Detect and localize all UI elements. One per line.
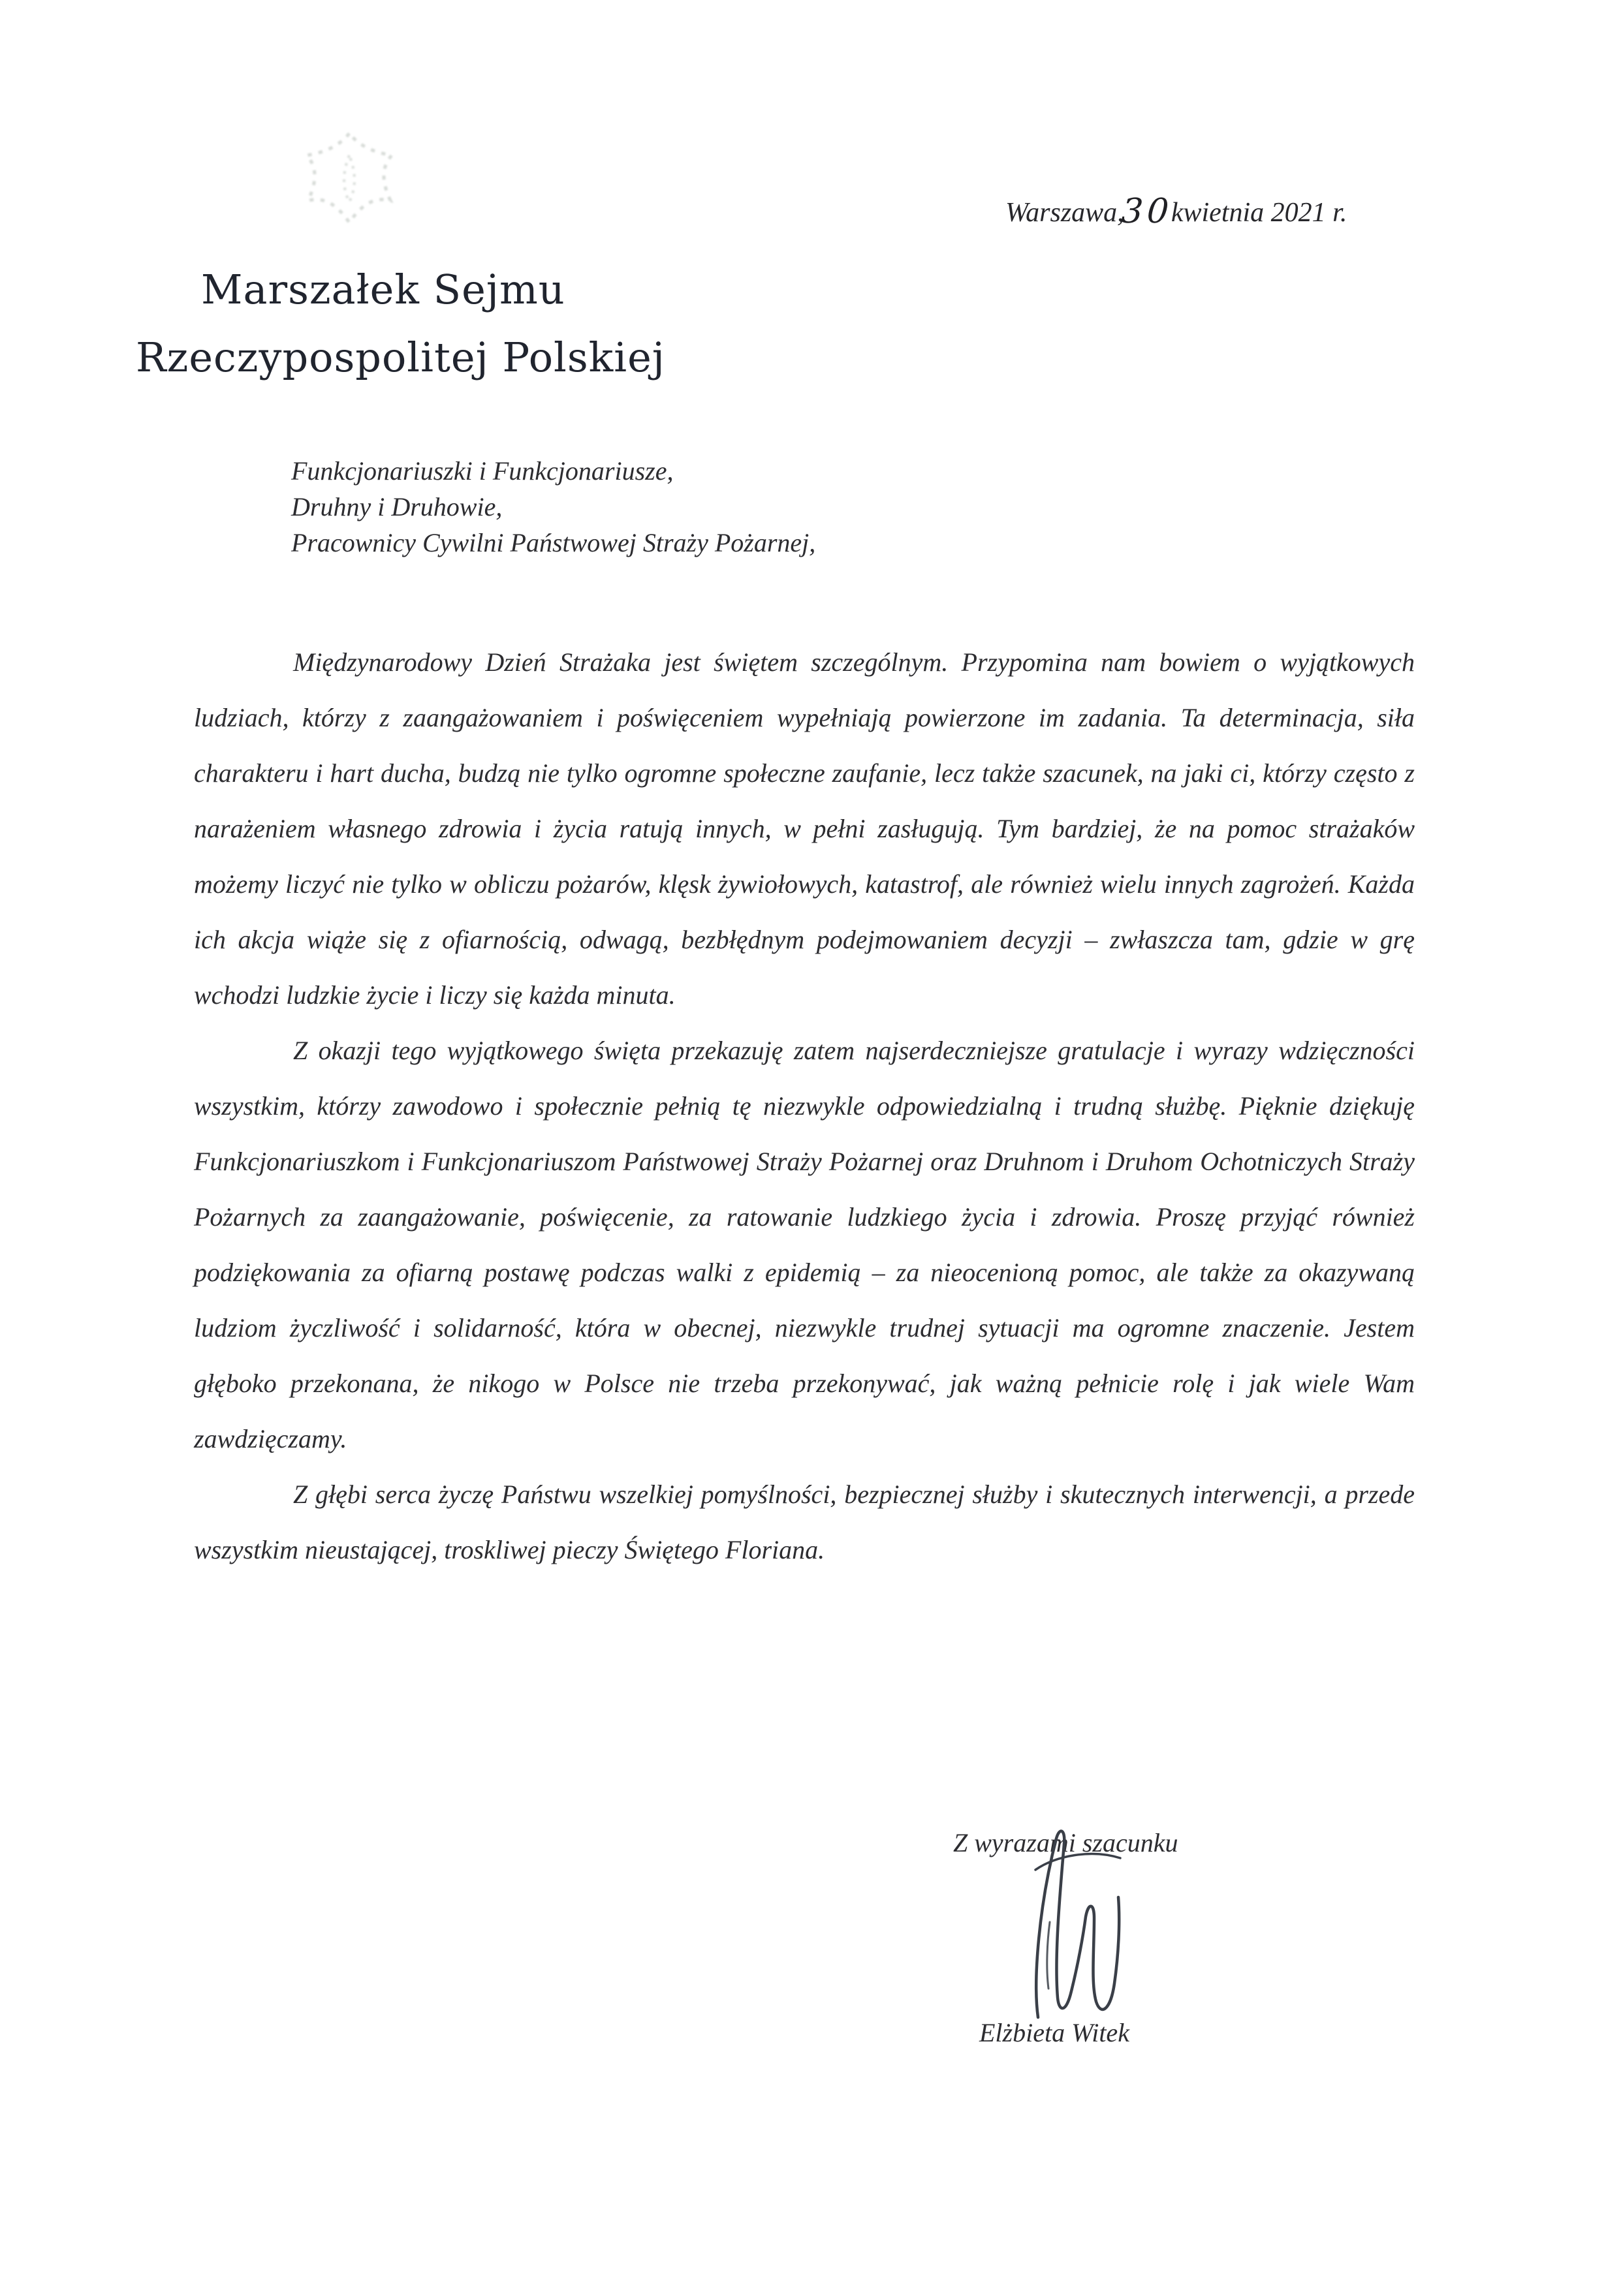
date-rest: kwietnia 2021 r. xyxy=(1171,198,1347,228)
closing-phrase: Z wyrazami szacunku xyxy=(953,1828,1178,1857)
signatory-name: Elżbieta Witek xyxy=(979,2018,1129,2047)
sender-title-line1: Marszałek Sejmu xyxy=(201,266,565,313)
letter-body xyxy=(194,634,1415,1577)
salutation-line: Druhny i Druhowie, xyxy=(291,492,503,521)
paragraph-2: Z okazji tego wyjątkowego święta przekazuję zatem najserdeczniejsze gratulacje i wyrazy wdzięczności wszystkim, którzy zawodowo i społecznie pełnią tę niezwykle odpowiedzialną i trudną służbę. Pięknie dziękuję Funkcjonariuszkom i Funkcjonariuszom Państwowej Straży Pożarnej oraz Druhnom i Druhom Ochotniczych Straży Pożarnych za zaangażowanie, poświęcenie, za ratowanie ludzkiego życia i zdrowia. Proszę przyjąć również podziękowania za ofiarną postawę podczas walki z epidemią – za nieocenioną pomoc, ale także za okazywaną ludziom życzliwość i solidarność, która w obecnej, niezwykle trudnej sytuacji ma ogromne znaczenie. Jestem głęboko przekonana, że nikogo w Polsce nie trzeba przekonywać, jak ważną pełnicie rolę i jak wiele Wam zawdzięczamy. xyxy=(194,1036,1415,1453)
sender-block xyxy=(136,256,665,392)
salutation-line: Pracownicy Cywilni Państwowej Straży Pożarnej, xyxy=(291,528,816,557)
paragraph-3: Z głębi serca życzę Państwu wszelkiej pomyślności, bezpiecznej służby i skutecznych interwencji, a przede wszystkim nieustającej, troskliwej pieczy Świętego Floriana. xyxy=(194,1480,1415,1564)
date-day-handwritten: 30 xyxy=(1120,192,1174,231)
sender-title-line2: Rzeczypospolitej Polskiej xyxy=(136,334,665,381)
salutation-block xyxy=(291,453,815,561)
date-line xyxy=(1005,191,1347,230)
sejm-eagle-watermark-icon xyxy=(281,114,418,251)
date-city: Warszawa, xyxy=(1005,198,1124,228)
salutation-line: Funkcjonariuszki i Funkcjonariusze, xyxy=(291,456,674,486)
closing-block xyxy=(940,1827,1306,2048)
paragraph-1: Międzynarodowy Dzień Strażaka jest świętem szczególnym. Przypomina nam bowiem o wyjątkowych ludziach, którzy z zaangażowaniem i poświęceniem wypełniają powierzone im zadania. Ta determinacja, siła charakteru i hart ducha, budzą nie tylko ogromne społeczne zaufanie, lecz także szacunek, na jaki ci, którzy często z narażeniem własnego zdrowia i życia ratują innych, w pełni zasługują. Tym bardziej, że na pomoc strażaków możemy liczyć nie tylko w obliczu pożarów, klęsk żywiołowych, katastrof, ale również wielu innych zagrożeń. Każda ich akcja wiąże się z ofiarnością, odwagą, bezbłędnym podejmowaniem decyzji – zwłaszcza tam, gdzie w grę wchodzi ludzkie życie i liczy się każda minuta. xyxy=(194,647,1415,1010)
